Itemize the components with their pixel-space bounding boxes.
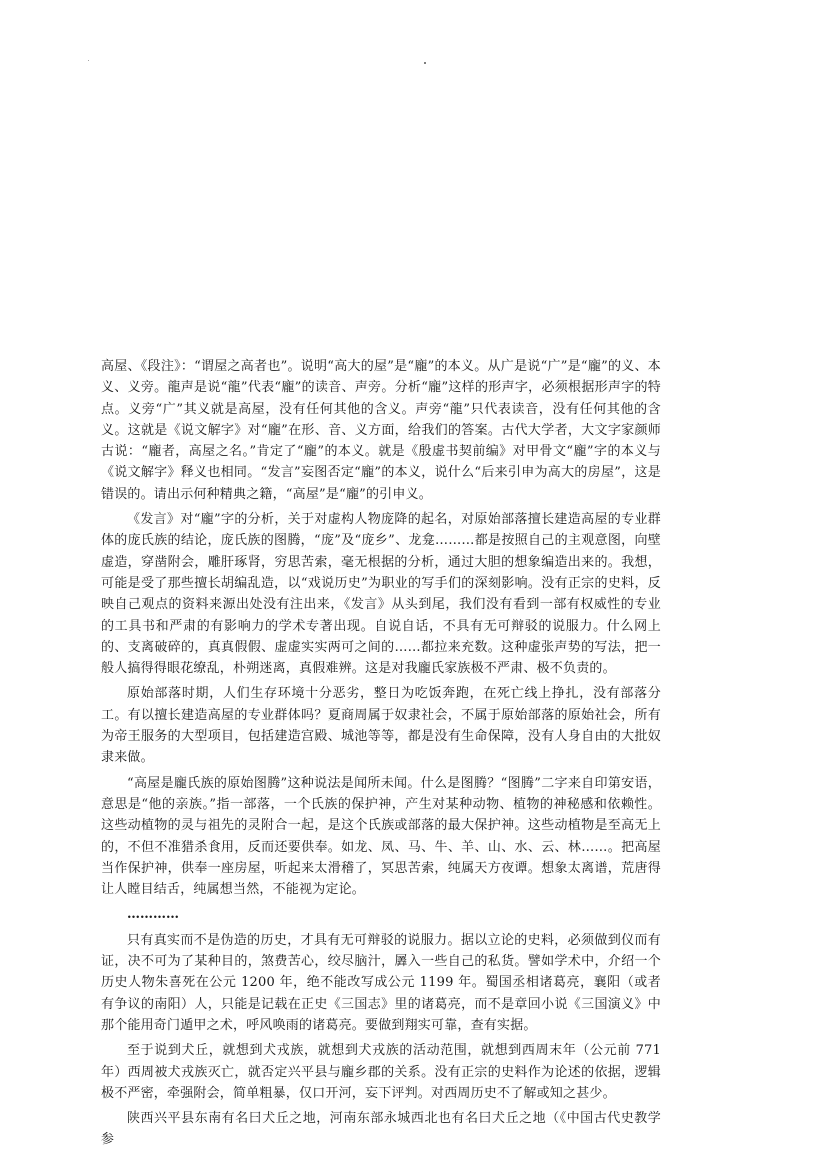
paragraph-4: “高屋是龐氏族的原始图腾”这种说法是闻所未闻。什么是图腾？“图腾”二字来自印第安语，意思是“他的亲族。”指一部落，一个氏族的保护神，产生对某种动物、植物的神秘感和依赖性。这些动植物的灵与祖先的灵附合一起，是这个氏族或部落的最大保护神。这些动植物是至高无上的，不但不准猎杀食用，反而还要供奉。如龙、凤、马、牛、羊、山、水、云、林……。把高屋当作保护神，供奉一座房屋，听起来太滑稽了，冥思苦索，纯属天方夜谭。想象太离谱，荒唐得让人瞠目结舌，纯属想当然，不能视为定论。 (101, 775, 661, 898)
paragraph-6: 至于说到犬丘，就想到犬戎族，就想到犬戎族的活动范围，就想到西周末年（公元前 771 年）西周被犬戎族灭亡，就否定兴平县与龐乡郡的关系。没有正宗的史料作为论述的依据，逻辑极不严密，牵强附会，简单粗暴，仅口开河，妄下评判。对西周历史不了解或知之甚少。 (101, 1043, 661, 1101)
paragraph-3: 原始部落时期，人们生存环境十分恶劣，整日为吃饭奔跑，在死亡线上挣扎，没有部落分工。有以擅长建造高屋的专业群体吗？夏商周属于奴隶社会，不属于原始部落的原始社会，所有为帝王服务的大型项目，包括建造宫殿、城池等等，都是没有生命保障，没有人身自由的大批奴隶来做。 (101, 686, 661, 766)
document-body (101, 356, 661, 1151)
paragraph-5: 只有真实而不是伪造的历史，才具有无可辩驳的说服力。据以立论的史料，必须做到仪而有证，决不可为了某种目的，煞费苦心，绞尽脑汁，羼入一些自己的私货。譬如学术中，介绍一个历史人物朱喜死在公元 1200 年，绝不能改写成公元 1199 年。蜀国丞相诸葛亮，襄阳（或者有争议的南阳）人，只能是记载在正史《三国志》里的诸葛亮，而不是章回小说《三国演义》中那个能用奇门遁甲之术，呼风唤雨的诸葛亮。要做到翔实可靠，查有实据。 (101, 932, 661, 1033)
paragraph-1: 高屋、《段注》：“谓屋之高者也”。说明“高大的屋”是“龐”的本义。从广是说“广”是“龐”的义、本义、义旁。龍声是说“龍”代表“龐”的读音、声旁。分析“龐”这样的形声字，必须根据形声字的特点。义旁“广”其义就是高屋，没有任何其他的含义。声旁“龍”只代表读音，没有任何其他的含义。这就是《说文解字》对“龐”在形、音、义方面，给我们的答案。古代大学者，大文字家颜师古说：“龐者，高屋之名。”肯定了“龐”的本义。就是《殷虚书契前编》对甲骨文“龐”字的本义与《说文解字》释义也相同。“发言”妄图否定“龐”的本义，说什么“后来引申为高大的房屋”，这是错误的。请出示何种精典之籍，“高屋”是“龐”的引申义。 (101, 359, 661, 502)
scan-mark-center (424, 62, 426, 64)
scan-mark-left (88, 60, 89, 61)
paragraph-7: 陕西兴平县东南有名曰犬丘之地，河南东部永城西北也有名曰犬丘之地（《中国古代史教学参 (101, 1111, 661, 1148)
section-break-ellipsis: ………… (127, 907, 179, 923)
paragraph-2: 《发言》对“龐”字的分析，关于对虚构人物庞降的起名，对原始部落擅长建造高屋的专业群体的庞氏族的结论，庞氏族的图腾，“庞”及“庞乡”、龙龛………都是按照自己的主观意图，向壁虚造，穿凿附会，雕肝琢肾，穷思苦索，毫无根据的分析，通过大胆的想象编造出来的。我想，可能是受了那些擅长胡编乱造，以“戏说历史”为职业的写手们的深刻影响。没有正宗的史料，反映自己观点的资料来源出处没有注出来，《发言》从头到尾，我们没有看到一部有权威性的专业的工具书和严肃的有影响力的学术专著出现。自说自话，不具有无可辩驳的说服力。什么网上的、支离破碎的，真真假假、虚虚实实两可之间的……都拉来充数。这种虚张声势的写法，把一般人搞得得眼花缭乱，朴朔迷离，真假难辨。这是对我龐氏家族极不严肃、极不负责的。 (101, 512, 661, 677)
